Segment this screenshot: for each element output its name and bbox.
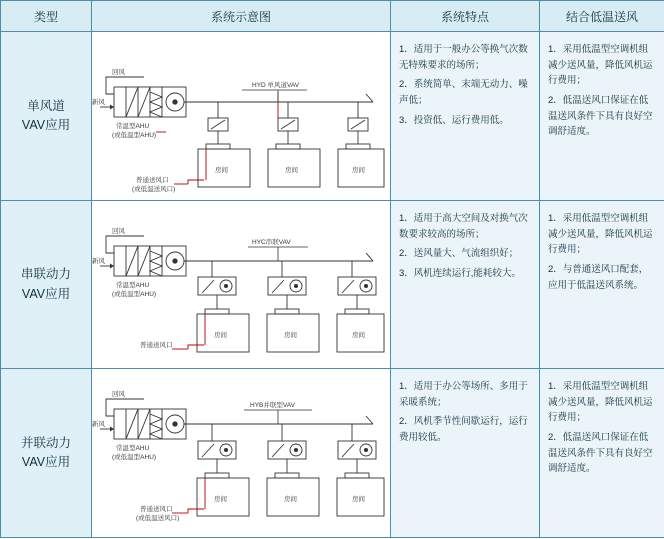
lowtemp-item: 1．采用低温型空调机组减少送风量，降低风机运行费用； bbox=[548, 381, 653, 424]
label-fresh-air: 新风 bbox=[92, 421, 105, 428]
label-room-1: 房间 bbox=[214, 496, 227, 503]
feature-item: 2．系统简单、末端无动力、噪声低； bbox=[399, 79, 528, 107]
label-outlet-line1: 普通送风口 bbox=[140, 506, 173, 513]
feature-item: 1．适用于一般办公等换气次数无特殊要求的场所； bbox=[399, 44, 528, 71]
row-type-cell bbox=[1, 201, 92, 369]
diagram-parallel-fan bbox=[92, 369, 390, 537]
row-features-cell bbox=[391, 32, 540, 201]
label-ahu-line2: (或低温型AHU) bbox=[112, 454, 157, 461]
row-diagram-cell bbox=[92, 369, 391, 538]
label-ahu-line1: 常温型AHU bbox=[116, 282, 150, 289]
lowtemp-item: 1．采用低温型空调机组减少送风量，降低风机运行费用； bbox=[548, 44, 653, 87]
row-type-cell bbox=[1, 369, 92, 538]
label-outlet-line2: (或低温送风口) bbox=[132, 186, 176, 193]
label-ahu-line2: (或低温型AHU) bbox=[112, 132, 157, 139]
table-row bbox=[1, 369, 664, 538]
label-room-2: 房间 bbox=[284, 332, 297, 339]
row-type-line1: 串联动力 bbox=[20, 267, 71, 282]
feature-item: 2．送风量大、气流组织好； bbox=[399, 248, 519, 260]
row-lowtemp-cell bbox=[540, 32, 664, 201]
table-header bbox=[1, 1, 664, 32]
feature-item: 3．风机连续运行,能耗较大。 bbox=[399, 268, 521, 280]
row-type-line2: VAV应用 bbox=[21, 286, 71, 301]
label-room-1: 房间 bbox=[215, 167, 228, 174]
label-return-air: 回风 bbox=[112, 391, 125, 398]
row-type-line2: VAV应用 bbox=[21, 455, 71, 469]
label-outlet-line1: 普通送风口 bbox=[140, 342, 173, 349]
label-return-air: 回风 bbox=[112, 228, 125, 235]
label-room-3: 房间 bbox=[352, 167, 365, 174]
feature-item: 1．适用于高大空间及对换气次数要求较高的场所； bbox=[399, 213, 528, 240]
label-room-3: 房间 bbox=[352, 332, 365, 339]
label-fresh-air: 新风 bbox=[92, 258, 105, 265]
feature-item: 3．投资低、运行费用低。 bbox=[399, 114, 509, 126]
row-diagram-cell bbox=[92, 32, 391, 201]
row-type-line2: VAV应用 bbox=[21, 118, 71, 132]
label-fresh-air: 新风 bbox=[92, 99, 105, 106]
row-type-cell bbox=[1, 32, 92, 201]
label-ahu-line1: 常温型AHU bbox=[116, 123, 150, 130]
table-body bbox=[1, 32, 664, 538]
label-room-3: 房间 bbox=[352, 496, 365, 503]
feature-item: 2．风机季节性间歇运行，运行费用较低。 bbox=[399, 416, 528, 444]
label-room-2: 房间 bbox=[284, 496, 297, 503]
diagram-series-fan bbox=[92, 201, 390, 368]
header-type: 类型 bbox=[1, 1, 92, 32]
lowtemp-item: 2．低温送风口保证在低温送风条件下具有良好空调舒适度。 bbox=[548, 432, 653, 475]
lowtemp-item: 1．采用低温型空调机组减少送风量，降低风机运行费用； bbox=[548, 213, 653, 256]
label-outlet-line1: 普通送风口 bbox=[136, 177, 169, 184]
row-diagram-cell bbox=[92, 201, 391, 369]
diagram-svg bbox=[92, 369, 390, 537]
table-row bbox=[1, 32, 664, 201]
label-room-1: 房间 bbox=[214, 332, 227, 339]
row-type-line1: 并联动力 bbox=[20, 435, 71, 450]
header-diagram: 系统示意图 bbox=[92, 1, 391, 32]
lowtemp-item: 2．低温送风口保证在低温送风条件下具有良好空调舒适度。 bbox=[548, 95, 653, 138]
label-vav-type: HYD 单风道VAV bbox=[252, 82, 300, 89]
diagram-svg bbox=[92, 201, 390, 368]
lowtemp-item: 2．与普通送风口配套，应用于低温送风系统。 bbox=[548, 264, 649, 291]
row-features-cell bbox=[391, 201, 540, 369]
header-row bbox=[1, 1, 664, 32]
label-ahu-line2: (或低温型AHU) bbox=[112, 291, 157, 298]
label-ahu-line1: 常温型AHU bbox=[116, 445, 150, 452]
row-type-line1: 单风道 bbox=[27, 98, 65, 113]
feature-item: 1．适用于办公等场所、多用于 采暖系统； bbox=[399, 381, 528, 408]
row-lowtemp-cell bbox=[540, 369, 664, 538]
label-room-2: 房间 bbox=[285, 167, 298, 174]
diagram-svg bbox=[92, 32, 390, 200]
diagram-single-duct bbox=[92, 32, 390, 200]
label-vav-type: HYB并联型VAV bbox=[250, 402, 295, 409]
label-return-air: 回风 bbox=[112, 69, 125, 76]
header-lowtemp: 结合低温送风 bbox=[540, 1, 664, 32]
header-features: 系统特点 bbox=[391, 1, 540, 32]
table-row bbox=[1, 201, 664, 369]
row-features-cell bbox=[391, 369, 540, 538]
label-vav-type: HYC串联VAV bbox=[252, 239, 291, 246]
row-lowtemp-cell bbox=[540, 201, 664, 369]
label-outlet-line2: (或低温送风口) bbox=[136, 515, 180, 522]
